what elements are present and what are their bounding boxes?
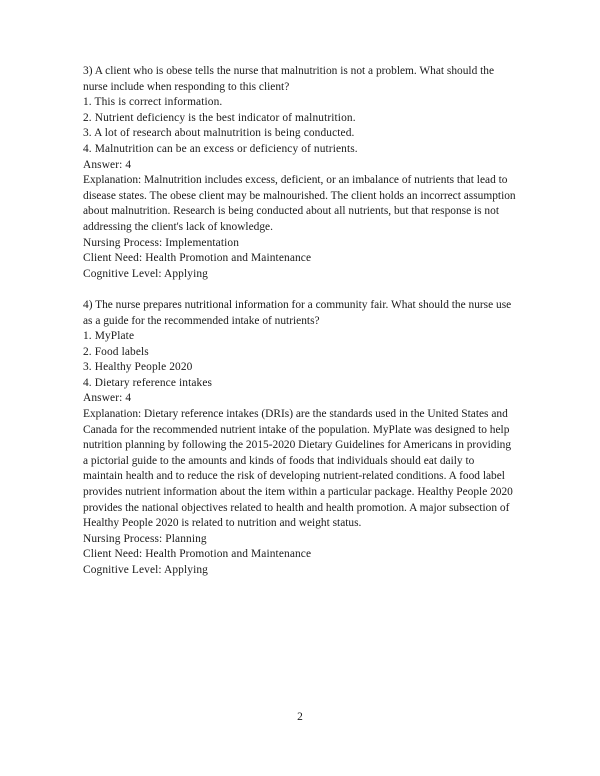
explanation-text: Explanation: Malnutrition includes excess, deficient, or an imbalance of nutrients that lead to disease states. The obese client may be malnourished. The client holds an incorrect assumption about malnutrition. Research is being conducted about all nutrients, but that response is not addressing the client's lack of knowledge.	[83, 174, 516, 233]
answer-option: 1. MyPlate	[83, 330, 135, 343]
page-content	[83, 64, 517, 579]
client-need-label: Client Need: Health Promotion and Maintenance	[83, 548, 312, 561]
answer-option: 3. A lot of research about malnutrition is being conducted.	[83, 127, 355, 140]
question-stem: 3) A client who is obese tells the nurse that malnutrition is not a problem. What should the nurse include when responding to this client?	[83, 65, 495, 93]
cognitive-level-label: Cognitive Level: Applying	[83, 564, 208, 576]
answer-key: Answer: 4	[83, 392, 132, 405]
explanation-text: Explanation: Dietary reference intakes (DRIs) are the standards used in the United States and Canada for the recommended nutrient intake of the population. MyPlate was designed to help nutrition planning by following the 2015-2020 Dietary Guidelines for Americans in providing a pictorial guide to the amounts and kinds of foods that individuals should eat daily to maintain health and to reduce the risk of developing nutrient-related conditions. A food label provides nutrient information about the item within a particular package. Healthy People 2020 provides the national objectives related to health and health promotion. A major subsection of Healthy People 2020 is related to nutrition and weight status.	[83, 408, 513, 530]
nursing-process-label: Nursing Process: Implementation	[83, 236, 240, 249]
answer-option: 3. Healthy People 2020	[83, 361, 193, 374]
answer-key: Answer: 4	[83, 158, 132, 171]
question-block-3	[83, 64, 517, 282]
nursing-process-label: Nursing Process: Planning	[83, 532, 207, 545]
answer-option: 4. Dietary reference intakes	[83, 376, 213, 389]
cognitive-level-label: Cognitive Level: Applying	[83, 267, 208, 280]
answer-option: 2. Nutrient deficiency is the best indicator of malnutrition.	[83, 111, 356, 124]
question-stem: 4) The nurse prepares nutritional information for a community fair. What should the nurse use as a guide for the recommended intake of nutrients?	[83, 298, 512, 327]
answer-option: 4. Malnutrition can be an excess or deficiency of nutrients.	[83, 142, 358, 155]
page-number: 2	[297, 711, 303, 723]
client-need-label: Client Need: Health Promotion and Maintenance	[83, 252, 312, 265]
answer-option: 1. This is correct information.	[83, 96, 223, 109]
question-block-4	[83, 298, 517, 579]
answer-option: 2. Food labels	[83, 345, 149, 358]
